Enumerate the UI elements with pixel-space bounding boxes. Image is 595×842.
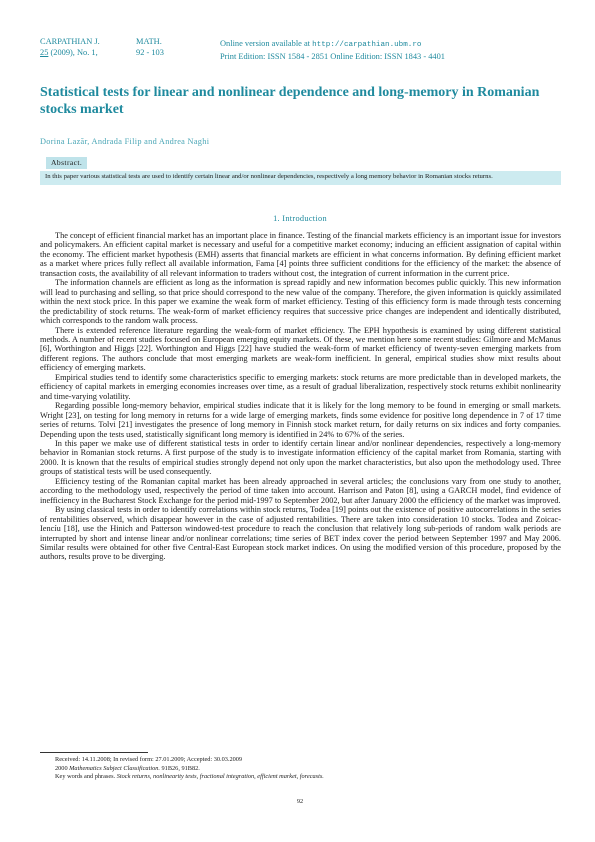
- online-version-label: Online version available at: [220, 39, 310, 48]
- section-heading-introduction: 1. Introduction: [273, 214, 327, 223]
- journal-issue: (2009), No. 1,: [50, 48, 98, 57]
- paragraph: Empirical studies tend to identify some characteristics specific to emerging markets: stock returns are more predictable than in developed markets, the efficiency of capital markets in emerging economies increases over time, as a result of gradual liberalization, respectively stock returns exhibit nonlinearity and time-varying volatility.: [40, 372, 561, 401]
- abstract-text: In this paper various statistical tests are used to identify certain linear and/or nonlinear dependencies, respectively a long memory behavior in Romanian stocks returns.: [40, 171, 561, 185]
- paragraph: In this paper we make use of different statistical tests in order to identify certain linear and/or nonlinear dependencies, respectively a long-memory behavior in Romanian stock returns. A first purpose of the study is to investigate information efficiency of the capital market from Romania, starting with 2000. It is known that the results of empirical studies strongly depend not only upon the market characteristics, but also upon the methodology used. Three groups of statistical tests will be used consequently.: [40, 438, 561, 477]
- journal-volume[interactable]: 25: [40, 48, 49, 57]
- online-version-line: [220, 38, 560, 51]
- footnotes: [55, 756, 555, 782]
- msc-codes: 91B26, 91B82.: [161, 764, 200, 772]
- journal-citation: [40, 36, 120, 58]
- journal-section: MATH.: [136, 37, 162, 46]
- online-url-link[interactable]: http://carpathian.ubm.ro: [312, 41, 422, 49]
- paragraph: There is extended reference literature regarding the weak-form of market efficiency. The EPH hypothesis is examined by using different statistical methods. A number of recent studies focused on European emerging equity markets. Of these, we mention here some recent studies: Gilmore and McManus [6], Worthington and Higgs [22]. Worthington and Higgs [22] have studied the weak-form of market efficiency of twenty-seven emerging markets from different regions. The authors conclude that most emerging markets are weak-form inefficient. In general, empirical studies show mixt results about efficiency of emerging markets.: [40, 325, 561, 373]
- paper-title: Statistical tests for linear and nonlinear dependence and long-memory in Romanian stocks market: [40, 85, 540, 117]
- journal-online-info: [220, 38, 560, 62]
- paragraph: The information channels are efficient as long as the information is spread rapidly and new information becomes public quickly. This new information will lead to purchasing and selling, so that price should correspond to the new value of the company. Therefore, the given information is quickly assimilated within the next stock price. In this paper we examine the weak form of market efficiency. Testing of this efficiency form is made through tests concerning the predictability of stock returns. The weak-form of market efficiency requires that successive price changes are independent and identically distributed, which corresponds to the random walk process.: [40, 278, 561, 326]
- msc-year: 2000: [55, 764, 68, 772]
- page-number: 92: [296, 798, 304, 805]
- journal-volume-line: [40, 47, 120, 58]
- keywords-line: [55, 773, 555, 782]
- received-dates: Received: 14.11.2008; In revised form: 27.01.2009; Accepted: 30.03.2009: [55, 756, 243, 763]
- footnote-divider: [40, 752, 148, 753]
- introduction-body: [40, 231, 561, 562]
- keywords: Stock returns, nonlinearity tests, fractional integration, efficient market, forecasts.: [116, 773, 324, 781]
- page-range: 92 - 103: [136, 48, 164, 57]
- paper-authors: Dorina Lazăr, Andrada Filip and Andrea Naghi: [40, 137, 210, 146]
- msc-label: Mathematics Subject Classification.: [69, 764, 160, 772]
- paragraph: Efficiency testing of the Romanian capital market has been already approached in several articles; the conclusions vary from one study to another, according to the methodology used, respectively the period of time taken into account. Harrison and Paton [8], using a GARCH model, find evidence of inefficiency in the Bucharest Stock Exchange for the period mid-1997 to September 2002, but after January 2000 the efficiency of the market was improved.: [40, 476, 561, 505]
- paragraph: The concept of efficient financial market has an important place in finance. Testing of the financial markets efficiency is an important issue for investors and policymakers. An efficient capital market is necessary and useful for a competitive market economy; inducing an efficient assignation of capital within the economy. The efficient market hypothesis (EMH) asserts that financial markets are efficient in what concerns information. By defining efficient market as a market where prices fully reflect all available information, Fama [4] points three sufficient conditions for the efficiency of the market: the absence of transaction costs, the availability of all relevant information to traders without cost, the integration of current information in the current price.: [40, 231, 561, 278]
- journal-name: CARPATHIAN J.: [40, 37, 100, 46]
- paragraph: Regarding possible long-memory behavior, empirical studies indicate that it is likely for the long memory to be found in emerging or small markets. Wright [23], on testing for long memory in returns for a wide large of emerging markets, finds some evidence for positive long dependence in 7 of 17 time series of returns. Tolvi [21] investigates the presence of long memory in Finnish stock market return, for daily returns on six indices and forty companies. Depending upon the tests used, statistically significant long memory is identified in 24% to 67% of the series.: [40, 401, 561, 439]
- issn-line: Print Edition: ISSN 1584 - 2851 Online Edition: ISSN 1843 - 4401: [220, 52, 445, 61]
- journal-section-block: [136, 36, 216, 58]
- abstract-label: Abstract.: [46, 157, 87, 169]
- paragraph: By using classical tests in order to identify correlations within stock returns, Todea [19] points out the existence of positive autocorrelations in the series of rentabilities observed, which disappear however in the case of adjusted rentabilities. There are taken into consideration 10 stocks. Todea and Zoicac-Iencíu [18], use the Hinich and Patterson windowed-test procedure to reach the conclusion that relatively long sub-periods of random walk periods are interrupted by short and intense linear and/or nonlinear correlations; time series of BET index cover the period between September 1997 and May 2006. Similar results were obtained for other five Central-East European stock market indices. On using the modified version of this procedure, proposed by the authors, results prove to be diverging.: [40, 505, 561, 562]
- keywords-label: Key words and phrases.: [55, 773, 116, 781]
- msc-classification: [55, 765, 555, 774]
